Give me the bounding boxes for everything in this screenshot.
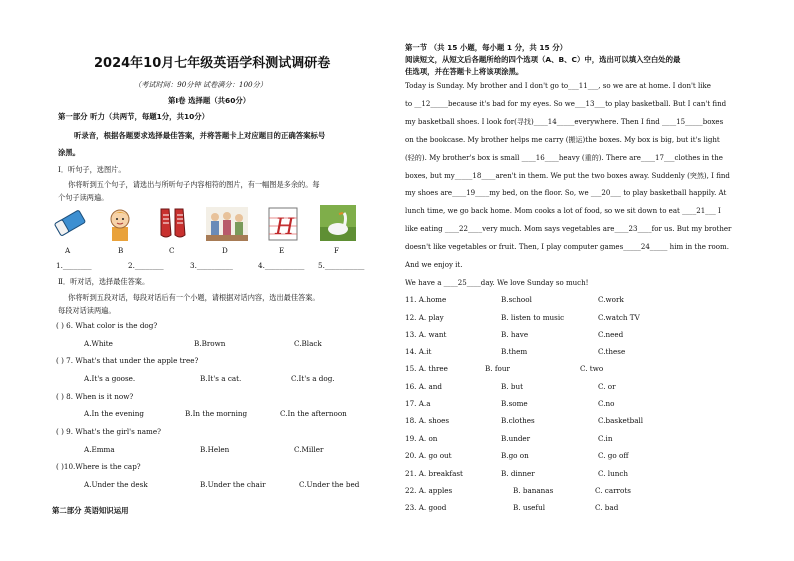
pic-label-a: A xyxy=(65,246,71,255)
option-13-b[interactable]: B. have xyxy=(501,330,529,339)
option-15-a[interactable]: 15. A. three xyxy=(405,364,448,373)
question-9: ( ) 9. What's the girl's name? xyxy=(56,427,161,436)
option-23-c[interactable]: C. bad xyxy=(595,503,619,512)
q6-option-a[interactable]: A.White xyxy=(84,339,113,348)
option-22-b[interactable]: B. bananas xyxy=(513,486,554,495)
option-14-a[interactable]: 14. A.it xyxy=(405,347,432,356)
answer-blank-5[interactable]: 5.___________ xyxy=(318,261,365,270)
part1-instructions-2: 涂黑。 xyxy=(58,148,81,157)
option-18-c[interactable]: C.basketball xyxy=(598,416,644,425)
q8-option-a[interactable]: A.In the evening xyxy=(84,409,145,418)
pic-label-b: B xyxy=(118,246,124,255)
q6-option-b[interactable]: B.Brown xyxy=(194,339,226,348)
option-13-a[interactable]: 13. A. want xyxy=(405,330,447,339)
q8-option-c[interactable]: C.In the afternoon xyxy=(280,409,347,418)
option-11-c[interactable]: C.work xyxy=(598,295,624,304)
section2-desc: 你将听到五段对话，每段对话后有一个小题，请根据对话内容，选出最佳答案。 xyxy=(68,293,320,302)
option-12-b[interactable]: B. listen to music xyxy=(501,313,565,322)
option-21-b[interactable]: B. dinner xyxy=(501,469,535,478)
passage-line: to __12_____because it's bad for my eyes. So we___13___to play basketball. But I can't find xyxy=(405,98,727,108)
q7-option-c[interactable]: C.It's a dog. xyxy=(291,374,335,383)
q10-option-b[interactable]: B.Under the chair xyxy=(200,480,266,489)
option-13-c[interactable]: C.need xyxy=(598,330,624,339)
cloze-instructions-2: 佳选项，并在答题卡上将该项涂黑。 xyxy=(405,67,524,76)
option-20-a[interactable]: 20. A. go out xyxy=(405,451,452,460)
passage-line: on the bookcase. My brother helps me carry (搬运)the boxes. My box is big, but it's light xyxy=(405,134,720,144)
option-18-b[interactable]: B.clothes xyxy=(501,416,535,425)
answer-blank-4[interactable]: 4.___________ xyxy=(258,261,305,270)
option-12-c[interactable]: C.watch TV xyxy=(598,313,640,322)
option-15-b[interactable]: B. four xyxy=(485,364,510,373)
letter-h-card-image xyxy=(265,206,301,242)
part1-heading: 第一部分 听力（共两节，每题1分，共10分） xyxy=(58,112,210,121)
q9-option-b[interactable]: B.Helen xyxy=(200,445,230,454)
q9-option-c[interactable]: C.Miller xyxy=(294,445,324,454)
q7-option-a[interactable]: A.It's a goose. xyxy=(84,374,136,383)
option-16-a[interactable]: 16. A. and xyxy=(405,382,442,391)
part2-heading: 第二部分 英语知识运用 xyxy=(52,506,129,515)
passage-line: boxes, but my_____18____aren't in them. We put the two boxes away. Suddenly (突然), I find xyxy=(405,170,730,180)
option-11-a[interactable]: 11. A.home xyxy=(405,295,447,304)
boy-image xyxy=(102,205,138,241)
q10-option-a[interactable]: A.Under the desk xyxy=(84,480,148,489)
option-18-a[interactable]: 18. A. shoes xyxy=(405,416,450,425)
volume-heading: 第Ⅰ卷 选择题（共60分） xyxy=(168,96,251,105)
option-20-c[interactable]: C. go off xyxy=(598,451,629,460)
passage-line: my basketball shoes. I look for(寻找)____14_____everywhere. Then I find ____15_____boxes xyxy=(405,116,724,126)
option-17-a[interactable]: 17. A.a xyxy=(405,399,431,408)
option-21-c[interactable]: C. lunch xyxy=(598,469,629,478)
option-19-c[interactable]: C.in xyxy=(598,434,613,443)
part1-instructions: 听录音，根据各题要求选择最佳答案，并将答题卡上对应题目的正确答案标号 xyxy=(74,131,326,140)
svg-text:H: H xyxy=(275,215,295,240)
section2-desc-2: 每段对话读两遍。 xyxy=(58,306,116,315)
option-16-b[interactable]: B. but xyxy=(501,382,523,391)
option-23-b[interactable]: B. useful xyxy=(513,503,546,512)
pic-label-f: F xyxy=(334,246,339,255)
cloze-passage xyxy=(405,77,731,292)
option-16-c[interactable]: C. or xyxy=(598,382,616,391)
passage-line: We have a ____25____day. We love Sunday so much! xyxy=(405,277,589,287)
option-11-b[interactable]: B.school xyxy=(501,295,532,304)
q9-option-a[interactable]: A.Emma xyxy=(84,445,115,454)
q10-option-c[interactable]: C.Under the bed xyxy=(299,480,360,489)
question-8: ( ) 8. When is it now? xyxy=(56,392,134,401)
passage-line: doesn't like vegetables or fruit. Then, I play computer games_____24_____ him in the room. xyxy=(405,242,729,252)
option-20-b[interactable]: B.go on xyxy=(501,451,529,460)
cloze-instructions: 阅读短文，从短文后各题所给的四个选项（A、B、C）中，选出可以填入空白处的最 xyxy=(405,55,681,64)
option-15-c[interactable]: C. two xyxy=(580,364,604,373)
option-17-b[interactable]: B.some xyxy=(501,399,528,408)
answer-blank-2[interactable]: 2.________ xyxy=(128,261,164,270)
question-7: ( ) 7. What's that under the apple tree? xyxy=(56,356,199,365)
passage-line: like eating ____22____very much. Mom says vegetables are____23____for us. But my brother xyxy=(405,224,732,234)
q6-option-c[interactable]: C.Black xyxy=(294,339,322,348)
question-6: ( ) 6. What color is the dog? xyxy=(56,321,158,330)
exam-title: 2024年10月七年级英语学科测试调研卷 xyxy=(94,56,331,71)
section1-desc: 你将听到五个句子，请选出与所听句子内容相符的图片，有一幅图是多余的。每 xyxy=(68,180,320,189)
cloze-section-title: 第一节 （共 15 小题，每小题 1 分，共 15 分） xyxy=(405,43,567,52)
pic-label-c: C xyxy=(169,246,175,255)
option-17-c[interactable]: C.no xyxy=(598,399,615,408)
section1-title: Ⅰ．听句子，选图片。 xyxy=(58,165,126,174)
option-14-b[interactable]: B.them xyxy=(501,347,528,356)
section1-desc-2: 个句子读两遍。 xyxy=(58,193,109,202)
question-10: ( )10.Where is the cap? xyxy=(56,462,141,471)
option-23-a[interactable]: 23. A. good xyxy=(405,503,447,512)
option-14-c[interactable]: C.these xyxy=(598,347,626,356)
answer-blank-3[interactable]: 3.__________ xyxy=(190,261,233,270)
exam-subtitle: （考试时间：90分钟 试卷满分：100分） xyxy=(134,80,267,89)
answer-blank-1[interactable]: 1.________ xyxy=(56,261,92,270)
option-12-a[interactable]: 12. A. play xyxy=(405,313,444,322)
pic-label-d: D xyxy=(222,246,228,255)
q7-option-b[interactable]: B.It's a cat. xyxy=(200,374,242,383)
passage-line: my shoes are____19____my bed, on the floor. So, we ___20___ to play basketball happily. At xyxy=(405,188,727,198)
sneakers-image xyxy=(155,205,191,241)
option-19-b[interactable]: B.under xyxy=(501,434,531,443)
option-19-a[interactable]: 19. A. on xyxy=(405,434,438,443)
pic-label-e: E xyxy=(279,246,285,255)
option-21-a[interactable]: 21. A. breakfast xyxy=(405,469,463,478)
passage-line: (轻的). My brother's box is small ____16____heavy (重的). There are____17___clothes in the xyxy=(405,152,723,162)
section2-title: Ⅱ．听对话，选择最佳答案。 xyxy=(58,277,150,286)
q8-option-b[interactable]: B.In the morning xyxy=(185,409,248,418)
passage-line: lunch time, we go back home. Mom cooks a lot of food, so we sit down to eat ____21___ I xyxy=(405,206,721,216)
option-22-c[interactable]: C. carrots xyxy=(595,486,631,495)
family-image xyxy=(206,207,248,243)
option-22-a[interactable]: 22. A. apples xyxy=(405,486,453,495)
goose-image xyxy=(320,205,356,241)
eraser-image xyxy=(52,205,88,241)
passage-line: And we enjoy it. xyxy=(405,260,463,270)
passage-line: Today is Sunday. My brother and I don't go to___11___, so we are at home. I don't like xyxy=(405,81,711,90)
